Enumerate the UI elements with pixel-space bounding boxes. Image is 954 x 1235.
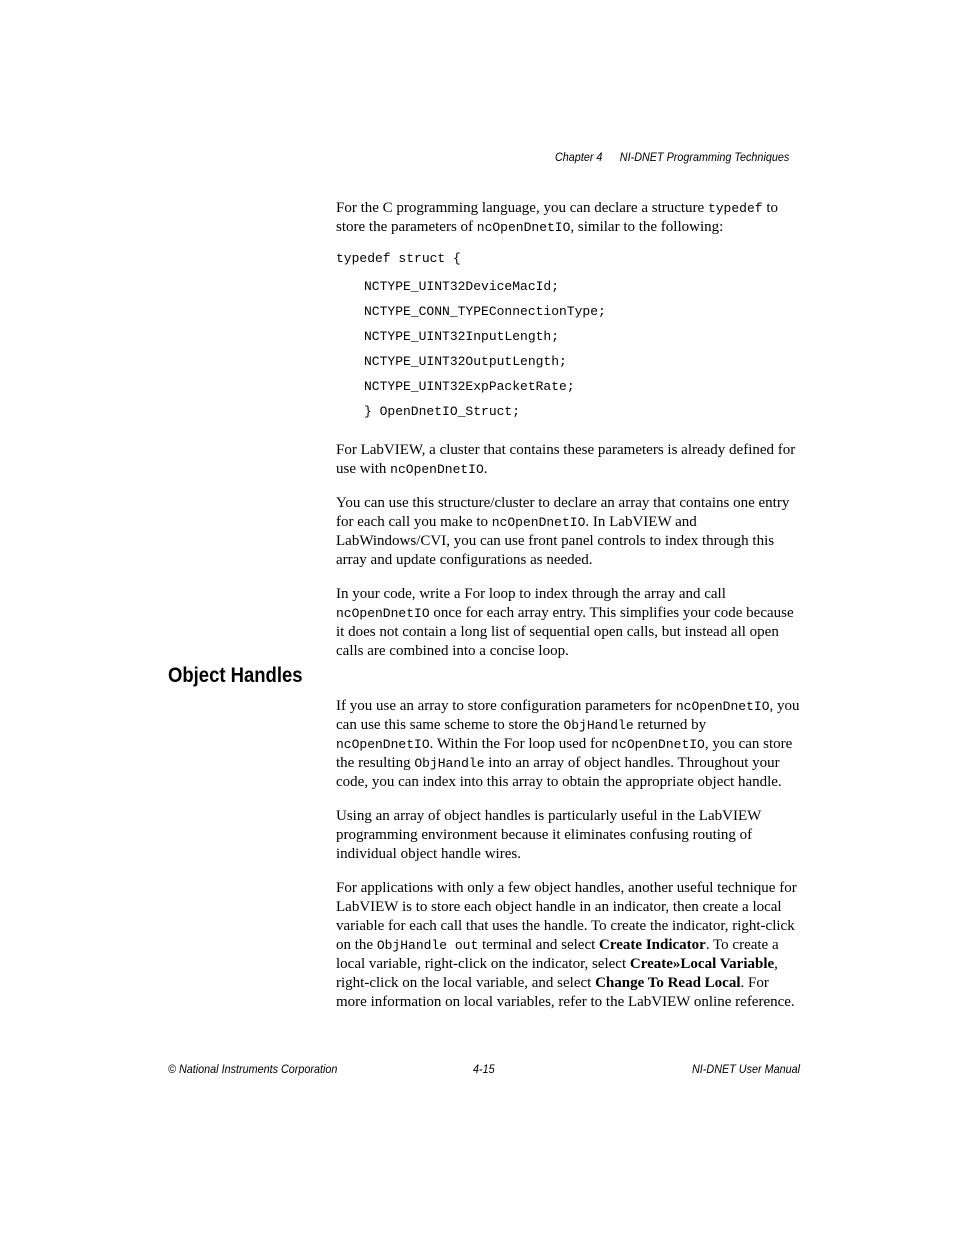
header-title: NI-DNET Programming Techniques <box>619 150 790 164</box>
inline-code: ncOpenDnetIO <box>390 462 484 477</box>
array-paragraph <box>336 494 802 570</box>
inline-code: ncOpenDnetIO <box>336 737 430 752</box>
text-run: into an array of object handles. Throughout your code, you can index into this array to obtain the appropriate object handle. <box>336 755 782 790</box>
code-line: NCTYPE_CONN_TYPEConnectionType; <box>364 304 606 319</box>
labview-array-paragraph: Using an array of object handles is particularly useful in the LabVIEW programming environment because it eliminates confusing routing of individual object handle wires. <box>336 808 762 862</box>
code-line: NCTYPE_UINT32OutputLength; <box>364 354 567 369</box>
object-handles-paragraph <box>336 697 802 792</box>
code-line: } OpenDnetIO_Struct; <box>364 404 521 419</box>
text-run: , you can use this same scheme to store the <box>336 698 800 733</box>
text-run: terminal and select <box>478 937 600 953</box>
text-run: . In LabVIEW and LabWindows/CVI, you can use front panel controls to index through this array and update configurations as needed. <box>336 514 775 568</box>
code-line: NCTYPE_UINT32ExpPacketRate; <box>364 379 575 394</box>
indicator-paragraph <box>336 879 802 1012</box>
code-line: typedef struct { <box>336 251 461 266</box>
header-chapter: Chapter 4 <box>555 150 603 164</box>
code-line: NCTYPE_UINT32DeviceMacId; <box>364 279 560 294</box>
text-run: For the C programming language, you can declare a structure <box>336 200 708 216</box>
inline-code: ObjHandle <box>414 756 485 771</box>
text-run: . Within the For loop used for <box>429 736 612 752</box>
section-heading: Object Handles <box>168 664 303 687</box>
text-run: . For more information on local variables, refer to the LabVIEW online reference. <box>336 975 795 1010</box>
intro-paragraph <box>336 199 802 237</box>
inline-code: ObjHandle out <box>376 938 479 953</box>
text-run: If you use an array to store configuration parameters for <box>336 698 676 714</box>
text-run: once for each array entry. This simplifies your code because it does not contain a long list of sequential open calls, but instead all open calls are combined into a concise loop. <box>336 605 794 659</box>
text-run: , right-click on the local variable, and select <box>336 956 778 991</box>
bold-text: Create»Local Variable <box>629 956 775 972</box>
footer-copyright: © National Instruments Corporation <box>168 1062 338 1076</box>
text-run: In your code, write a For loop to index through the array and call <box>336 586 726 602</box>
for-loop-paragraph <box>336 585 802 661</box>
text-run: , you can store the resulting <box>336 736 793 771</box>
bold-text: Change To Read Local <box>595 975 741 991</box>
inline-code: typedef <box>707 201 763 216</box>
text-run: . <box>483 461 488 477</box>
inline-code: ncOpenDnetIO <box>491 515 586 530</box>
intro-body <box>336 199 802 676</box>
bold-text: Create Indicator <box>599 937 706 953</box>
text-run: returned by <box>633 717 707 733</box>
section-body <box>336 697 802 1027</box>
code-line: NCTYPE_UINT32InputLength; <box>364 329 560 344</box>
text-run: , similar to the following: <box>570 219 724 235</box>
inline-code: ncOpenDnetIO <box>476 220 571 235</box>
inline-code: ObjHandle <box>563 718 634 733</box>
running-header <box>555 150 789 164</box>
text-run: . To create a local variable, right-click on the indicator, select <box>336 937 779 972</box>
footer-page-number: 4-15 <box>473 1062 495 1076</box>
text-run: to store the parameters of <box>336 200 778 235</box>
text-run: For LabVIEW, a cluster that contains these parameters is already defined for use with <box>336 442 796 477</box>
footer-manual-title: NI-DNET User Manual <box>691 1062 800 1076</box>
text-run: You can use this structure/cluster to declare an array that contains one entry for each call you make to <box>336 495 790 530</box>
inline-code: ncOpenDnetIO <box>336 606 430 621</box>
inline-code: ncOpenDnetIO <box>611 737 705 752</box>
inline-code: ncOpenDnetIO <box>675 699 770 714</box>
code-block <box>336 252 802 424</box>
labview-cluster-paragraph <box>336 441 802 479</box>
text-run: For applications with only a few object handles, another useful technique for LabVIEW is to store each object handle in an indicator, then create a local variable for each call that uses the handle. To create the indicator, right-click on the <box>336 880 797 953</box>
